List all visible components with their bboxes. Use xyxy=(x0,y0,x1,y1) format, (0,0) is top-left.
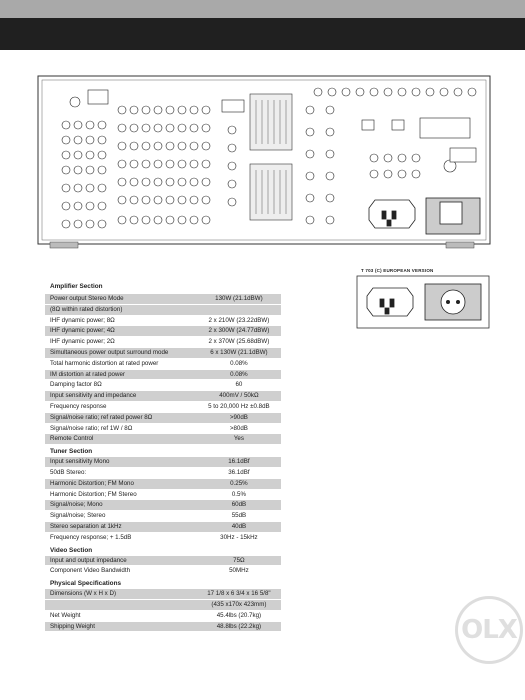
spec-label: IHF dynamic power; 4Ω xyxy=(50,327,115,335)
european-version-label: T 703 (C) EUROPEAN VERSION xyxy=(361,268,434,273)
table-row xyxy=(45,424,281,435)
spec-value: 50MHz xyxy=(229,567,249,575)
spec-label: (8Ω within rated distortion) xyxy=(50,305,123,313)
spec-label xyxy=(45,600,197,610)
spec-value: 5 to 20,000 Hz ±0.8dB xyxy=(208,402,270,410)
spec-value: 16.1dBf xyxy=(228,458,250,466)
table-row xyxy=(45,479,281,490)
spec-label: Signal/noise ratio; ref rated power 8Ω xyxy=(50,413,153,421)
table-row xyxy=(45,468,281,479)
spec-label: Input and output impedance xyxy=(50,556,127,564)
spec-value: >90dB xyxy=(229,413,248,421)
european-power-detail xyxy=(355,268,491,330)
spec-value: >80dB xyxy=(229,424,248,432)
spec-value: 75Ω xyxy=(233,556,245,564)
spec-label: Remote Control xyxy=(50,435,94,443)
spec-label: Dimensions (W x H x D) xyxy=(50,590,117,598)
spec-label: Signal/noise; Mono xyxy=(50,501,103,509)
spec-label: Signal/noise ratio; ref 1W / 8Ω xyxy=(50,424,133,432)
spec-value: 17 1/8 x 6 3/4 x 16 5/8" xyxy=(207,590,271,598)
spec-label: Damping factor 8Ω xyxy=(50,381,102,389)
spec-value: 40dB xyxy=(231,522,247,530)
table-row xyxy=(45,391,281,402)
spec-value: (435 x170x 423mm) xyxy=(211,600,267,608)
header-bar xyxy=(0,18,525,50)
table-row xyxy=(45,511,281,522)
spec-value: 400mV / 50kΩ xyxy=(219,392,259,400)
table-row xyxy=(45,522,281,533)
spec-value: 0.08% xyxy=(230,359,248,367)
table-row xyxy=(45,434,281,445)
spec-label: Input sensitivity and impedance xyxy=(50,392,137,400)
table-row xyxy=(45,566,281,577)
spec-label: Frequency response; + 1.5dB xyxy=(50,533,132,541)
rear-panel-diagram xyxy=(0,70,525,255)
top-gray-bar xyxy=(0,0,525,18)
spec-value xyxy=(197,305,281,315)
section-title-tuner: Tuner Section xyxy=(50,448,93,456)
table-row xyxy=(45,500,281,511)
section-title-video: Video Section xyxy=(50,546,93,554)
spec-label: Stereo separation at 1kHz xyxy=(50,522,122,530)
spec-label: Harmonic Distortion; FM Stereo xyxy=(50,490,137,498)
table-row xyxy=(45,348,281,359)
spec-value: 0.5% xyxy=(231,490,246,498)
spec-value: 45.4lbs (20.7kg) xyxy=(216,611,262,619)
table-row xyxy=(45,622,281,633)
spec-label: Power output Stereo Mode xyxy=(50,295,124,302)
spec-label: Signal/noise; Stereo xyxy=(50,512,106,520)
spec-label: Simultaneous power output surround mode xyxy=(50,348,169,356)
olx-watermark: OLX xyxy=(455,596,523,664)
table-row xyxy=(45,457,281,468)
spec-label: IHF dynamic power; 8Ω xyxy=(50,316,115,324)
spec-label: Input sensitivity Mono xyxy=(50,458,110,466)
table-row xyxy=(45,337,281,348)
table-row xyxy=(45,359,281,370)
table-row xyxy=(45,533,281,544)
table-row xyxy=(45,316,281,327)
table-row xyxy=(45,589,281,600)
table-row xyxy=(45,600,281,611)
spec-value: 2 x 300W (24.77dBW) xyxy=(208,327,270,335)
section-title-amplifier: Amplifier Section xyxy=(50,283,103,290)
spec-value: 48.8lbs (22.2kg) xyxy=(216,622,262,630)
spec-value: 130W (21.1dBW) xyxy=(215,295,263,302)
table-row xyxy=(45,370,281,381)
spec-value: 60 xyxy=(235,381,243,389)
spec-label: Net Weight xyxy=(50,611,81,619)
spec-value: 2 x 370W (25.68dBW) xyxy=(208,338,270,346)
spec-label: 50dB Stereo: xyxy=(50,468,87,476)
spec-value: 2 x 210W (23.22dBW) xyxy=(208,316,270,324)
spec-value: Yes xyxy=(233,435,244,443)
spec-label: IM distortion at rated power xyxy=(50,370,125,378)
table-row xyxy=(45,413,281,424)
spec-value: 60dB xyxy=(231,501,247,509)
table-row xyxy=(45,402,281,413)
spec-value: 6 x 130W (21.1dBW) xyxy=(210,348,268,356)
section-title-physical: Physical Specifications xyxy=(50,580,122,588)
spec-label: Shipping Weight xyxy=(50,622,95,630)
spec-value: 30Hz - 15kHz xyxy=(220,533,258,541)
table-row xyxy=(45,294,281,305)
specifications-table xyxy=(45,282,281,632)
spec-label: Total harmonic distortion at rated power xyxy=(50,359,159,367)
spec-value: 55dB xyxy=(231,512,247,520)
table-row xyxy=(45,380,281,391)
spec-label: Harmonic Distortion; FM Mono xyxy=(50,479,134,487)
table-row xyxy=(45,611,281,622)
spec-label: Component Video Bandwidth xyxy=(50,567,131,575)
table-row xyxy=(45,556,281,567)
table-row xyxy=(45,305,281,316)
spec-label: IHF dynamic power; 2Ω xyxy=(50,338,115,346)
spec-value: 36.1dBf xyxy=(228,468,250,476)
spec-value: 0.25% xyxy=(230,479,248,487)
spec-label: Frequency response xyxy=(50,402,107,410)
table-row xyxy=(45,490,281,501)
table-row xyxy=(45,326,281,337)
spec-value: 0.08% xyxy=(230,370,248,378)
